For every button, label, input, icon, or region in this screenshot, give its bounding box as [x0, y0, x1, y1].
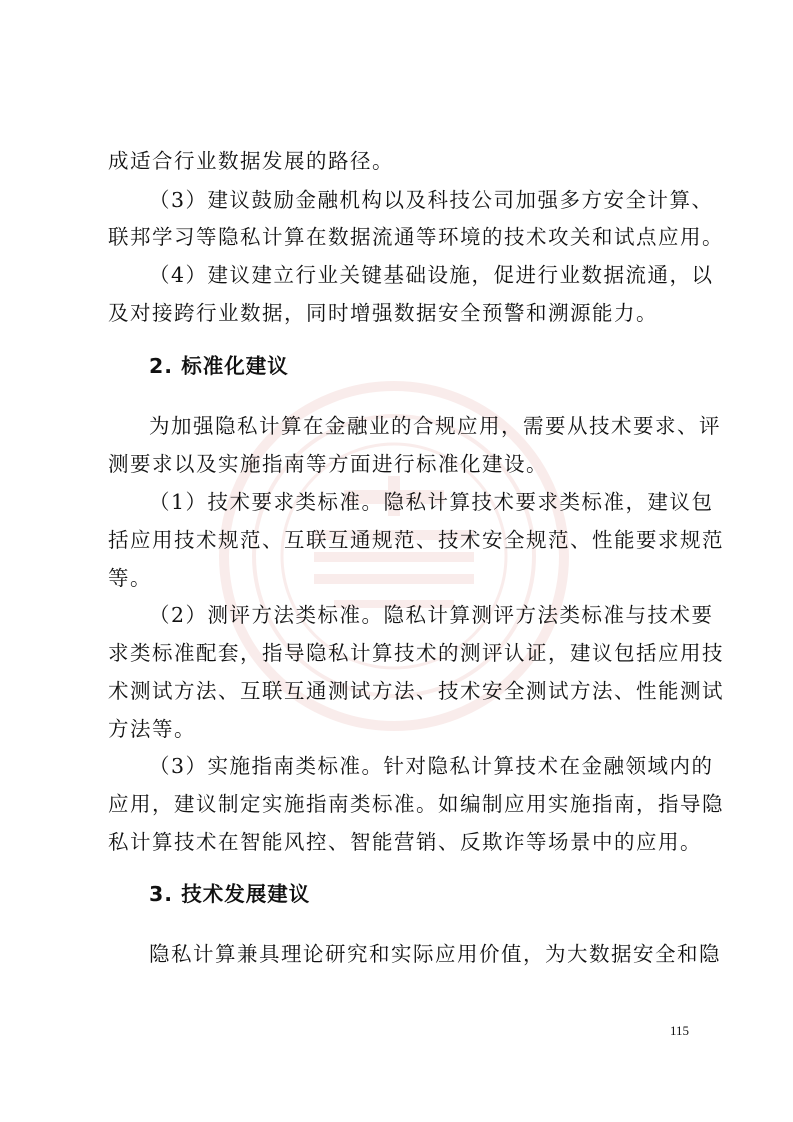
paragraph-line: （3）建议鼓励金融机构以及科技公司加强多方安全计算、	[149, 188, 714, 212]
paragraph-line: 联邦学习等隐私计算在数据流通等环境的技术攻关和试点应用。	[108, 225, 724, 249]
paragraph-line: 术测试方法、互联互通测试方法、技术安全测试方法、性能测试	[108, 679, 724, 703]
paragraph-line: 私计算技术在智能风控、智能营销、反欺诈等场景中的应用。	[108, 830, 702, 854]
paragraph-line: 为加强隐私计算在金融业的合规应用，需要从技术要求、评	[149, 414, 721, 438]
paragraph-line: （4）建议建立行业关键基础设施，促进行业数据流通，以	[149, 263, 714, 287]
paragraph-line: 括应用技术规范、互联互通规范、技术安全规范、性能要求规范	[108, 528, 724, 552]
section-heading: 2. 标准化建议	[149, 354, 289, 378]
paragraph-line: 成适合行业数据发展的路径。	[108, 149, 394, 173]
page-number: 115	[670, 1023, 690, 1038]
paragraph-line: 及对接跨行业数据，同时增强数据安全预警和溯源能力。	[108, 301, 658, 325]
paragraph-line: （3）实施指南类标准。针对隐私计算技术在金融领域内的	[149, 754, 714, 778]
paragraph-line: 方法等。	[108, 717, 196, 741]
paragraph-line: 求类标准配套，指导隐私计算技术的测评认证，建议包括应用技	[108, 641, 724, 665]
paragraph-line: 等。	[108, 566, 152, 590]
paragraph-line: 隐私计算兼具理论研究和实际应用价值，为大数据安全和隐	[149, 942, 721, 966]
paragraph-line: （2）测评方法类标准。隐私计算测评方法类标准与技术要	[149, 603, 714, 627]
paragraph-line: 测要求以及实施指南等方面进行标准化建设。	[108, 452, 548, 476]
section-heading: 3. 技术发展建议	[149, 882, 311, 906]
paragraph-line: （1）技术要求类标准。隐私计算技术要求类标准，建议包	[149, 490, 714, 514]
paragraph-line: 应用，建议制定实施指南类标准。如编制应用实施指南，指导隐	[108, 792, 724, 816]
